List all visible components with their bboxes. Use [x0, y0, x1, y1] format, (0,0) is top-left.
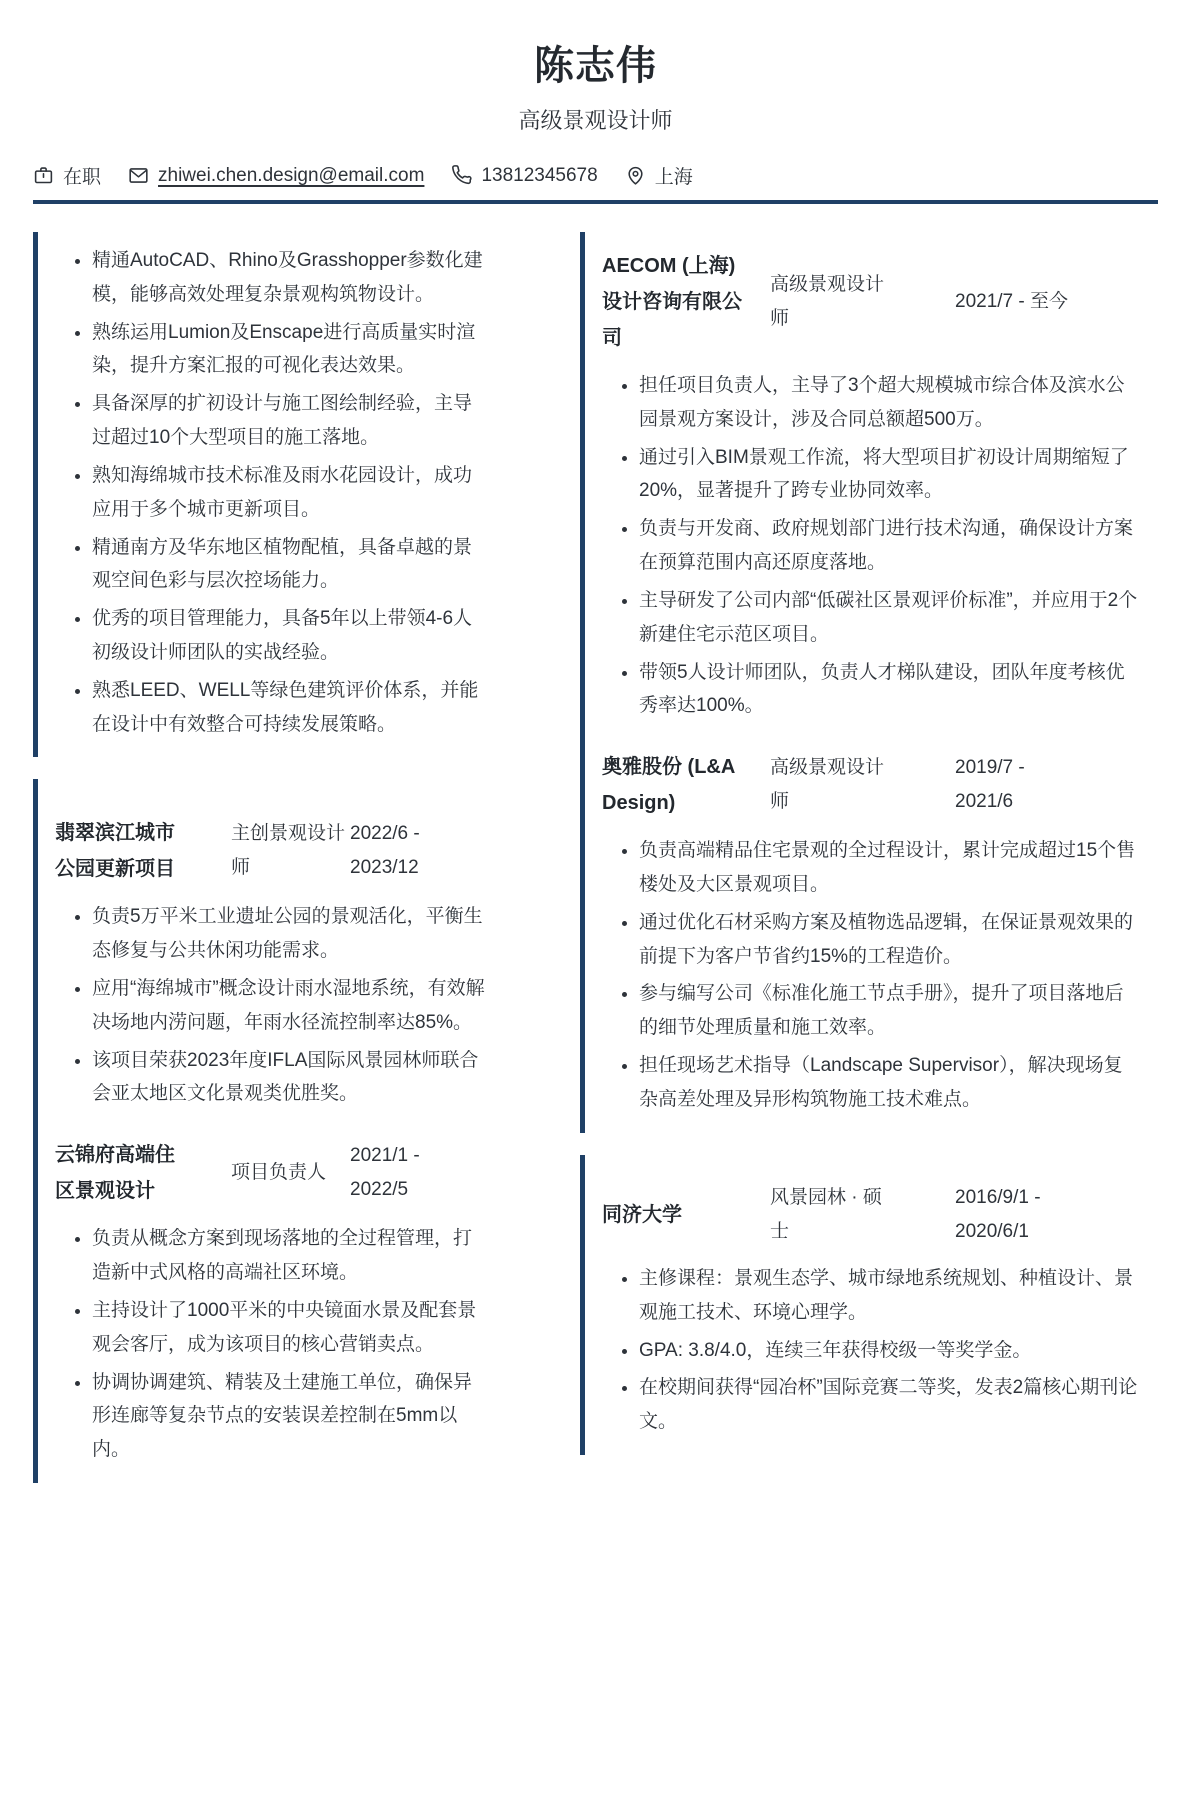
entry: [602, 248, 1138, 723]
entry-name: 奥雅股份 (L&A Design): [602, 756, 735, 815]
bullet-item: • 通过引入BIM景观工作流，将大型项目扩初设计周期缩短了20%，显著提升了跨专业协同效率。: [639, 441, 1138, 509]
entry-header: [602, 749, 1138, 821]
skills-list: [55, 244, 488, 741]
entry: [55, 1137, 488, 1467]
candidate-name: 陈志伟: [534, 44, 657, 88]
contact-row: [33, 162, 1158, 189]
entry-header: [55, 1137, 488, 1209]
entry-name: 翡翠滨江城市公园更新项目: [55, 822, 175, 881]
entry-date: 2021/7 - 至今: [955, 290, 1068, 312]
entry-role: 高级景观设计师: [770, 273, 885, 329]
bullet-item: • 该项目荣获2023年度IFLA国际风景园林师联合会亚太地区文化景观类优胜奖。: [92, 1044, 488, 1112]
projects-section: [33, 779, 488, 1483]
email-link[interactable]: zhiwei.chen.design@email.com: [158, 164, 425, 186]
entry-role: 高级景观设计师: [770, 756, 885, 813]
entry-role: 主创景观设计师: [231, 823, 346, 879]
entry-role: 项目负责人: [231, 1162, 327, 1184]
bullet-item: • 负责从概念方案到现场落地的全过程管理，打造新中式风格的高端社区环境。: [92, 1222, 488, 1290]
location-pin-icon: [625, 165, 646, 186]
left-column: [33, 232, 488, 1483]
entry: [602, 1181, 1138, 1439]
contact-email: [128, 165, 424, 187]
resume-body: [33, 232, 1158, 1483]
briefcase-icon: [33, 165, 54, 186]
employment-status: [33, 162, 101, 189]
bullet-item: • 担任项目负责人，主导了3个超大规模城市综合体及滨水公园景观方案设计，涉及合同总额超500万。: [639, 369, 1138, 437]
entry-name: 云锦府高端住区景观设计: [55, 1144, 175, 1203]
bullet-list: [602, 369, 1138, 723]
entry: [55, 815, 488, 1111]
skills-section: [33, 232, 488, 757]
entry: [602, 749, 1138, 1117]
entry-header: [602, 248, 1138, 356]
resume-header: [33, 0, 1158, 204]
entry-role: 风景园林 · 硕士: [770, 1186, 882, 1242]
entry-date: 2021/1 - 2022/5: [350, 1145, 420, 1201]
entry-name: 同济大学: [602, 1203, 682, 1226]
header-divider: [33, 200, 1158, 204]
bullet-item: • 应用“海绵城市”概念设计雨水湿地系统，有效解决场地内涝问题，年雨水径流控制率达85%。: [92, 972, 488, 1040]
entry-date: 2022/6 - 2023/12: [350, 823, 420, 879]
skill-item: • 具备深厚的扩初设计与施工图绘制经验，主导过超过10个大型项目的施工落地。: [92, 387, 488, 455]
skill-item: • 精通AutoCAD、Rhino及Grasshopper参数化建模，能够高效处理复杂景观构筑物设计。: [92, 244, 488, 312]
employment-status-label: 在职: [63, 167, 102, 188]
entry-header: [602, 1181, 1138, 1249]
bullet-item: • 通过优化石材采购方案及植物选品逻辑，在保证景观效果的前提下为客户节省约15%的工程造价。: [639, 906, 1138, 974]
location-label: 上海: [654, 167, 693, 188]
right-column: [580, 232, 1138, 1455]
entry-date: 2019/7 - 2021/6: [955, 756, 1025, 813]
phone-number: 13812345678: [481, 164, 598, 186]
skill-item: • 优秀的项目管理能力，具备5年以上带领4-6人初级设计师团队的实战经验。: [92, 602, 488, 670]
candidate-job-title: 高级景观设计师: [518, 108, 673, 133]
skill-item: • 精通南方及华东地区植物配植，具备卓越的景观空间色彩与层次控场能力。: [92, 531, 488, 599]
bullet-item: • 主持设计了1000平米的中央镜面水景及配套景观会客厅，成为该项目的核心营销卖点。: [92, 1294, 488, 1362]
bullet-list: [55, 900, 488, 1111]
mail-icon: [128, 165, 149, 186]
entry-header: [55, 815, 488, 887]
education-section: [580, 1155, 1138, 1455]
bullet-list: [602, 834, 1138, 1117]
skill-item: • 熟练运用Lumion及Enscape进行高质量实时渲染，提升方案汇报的可视化表达效果。: [92, 316, 488, 384]
contact-phone: [451, 165, 597, 187]
contact-location: [625, 162, 693, 189]
bullet-item: • GPA: 3.8/4.0，连续三年获得校级一等奖学金。: [639, 1334, 1138, 1368]
bullet-item: • 在校期间获得“园冶杯”国际竞赛二等奖，发表2篇核心期刊论文。: [639, 1371, 1138, 1439]
bullet-item: • 负责高端精品住宅景观的全过程设计，累计完成超过15个售楼处及大区景观项目。: [639, 834, 1138, 902]
entry-name: AECOM (上海) 设计咨询有限公司: [602, 255, 742, 349]
phone-icon: [451, 165, 472, 186]
skill-item: • 熟悉LEED、WELL等绿色建筑评价体系，并能在设计中有效整合可持续发展策略。: [92, 674, 488, 742]
bullet-item: • 担任现场艺术指导（Landscape Supervisor），解决现场复杂高差处理及异形构筑物施工技术难点。: [639, 1049, 1138, 1117]
bullet-item: • 带领5人设计师团队，负责人才梯队建设，团队年度考核优秀率达100%。: [639, 656, 1138, 724]
bullet-item: • 主修课程：景观生态学、城市绿地系统规划、种植设计、景观施工技术、环境心理学。: [639, 1262, 1138, 1330]
bullet-item: • 负责5万平米工业遗址公园的景观活化，平衡生态修复与公共休闲功能需求。: [92, 900, 488, 968]
experience-section: [580, 232, 1138, 1133]
bullet-list: [55, 1222, 488, 1467]
bullet-item: • 参与编写公司《标准化施工节点手册》，提升了项目落地后的细节处理质量和施工效率。: [639, 977, 1138, 1045]
entry-date: 2016/9/1 - 2020/6/1: [955, 1186, 1041, 1242]
skill-item: • 熟知海绵城市技术标准及雨水花园设计，成功应用于多个城市更新项目。: [92, 459, 488, 527]
bullet-list: [602, 1262, 1138, 1439]
bullet-item: • 负责与开发商、政府规划部门进行技术沟通，确保设计方案在预算范围内高还原度落地。: [639, 512, 1138, 580]
bullet-item: • 主导研发了公司内部“低碳社区景观评价标准”，并应用于2个新建住宅示范区项目。: [639, 584, 1138, 652]
bullet-item: • 协调协调建筑、精装及土建施工单位，确保异形连廊等复杂节点的安装误差控制在5mm以内。: [92, 1366, 488, 1467]
